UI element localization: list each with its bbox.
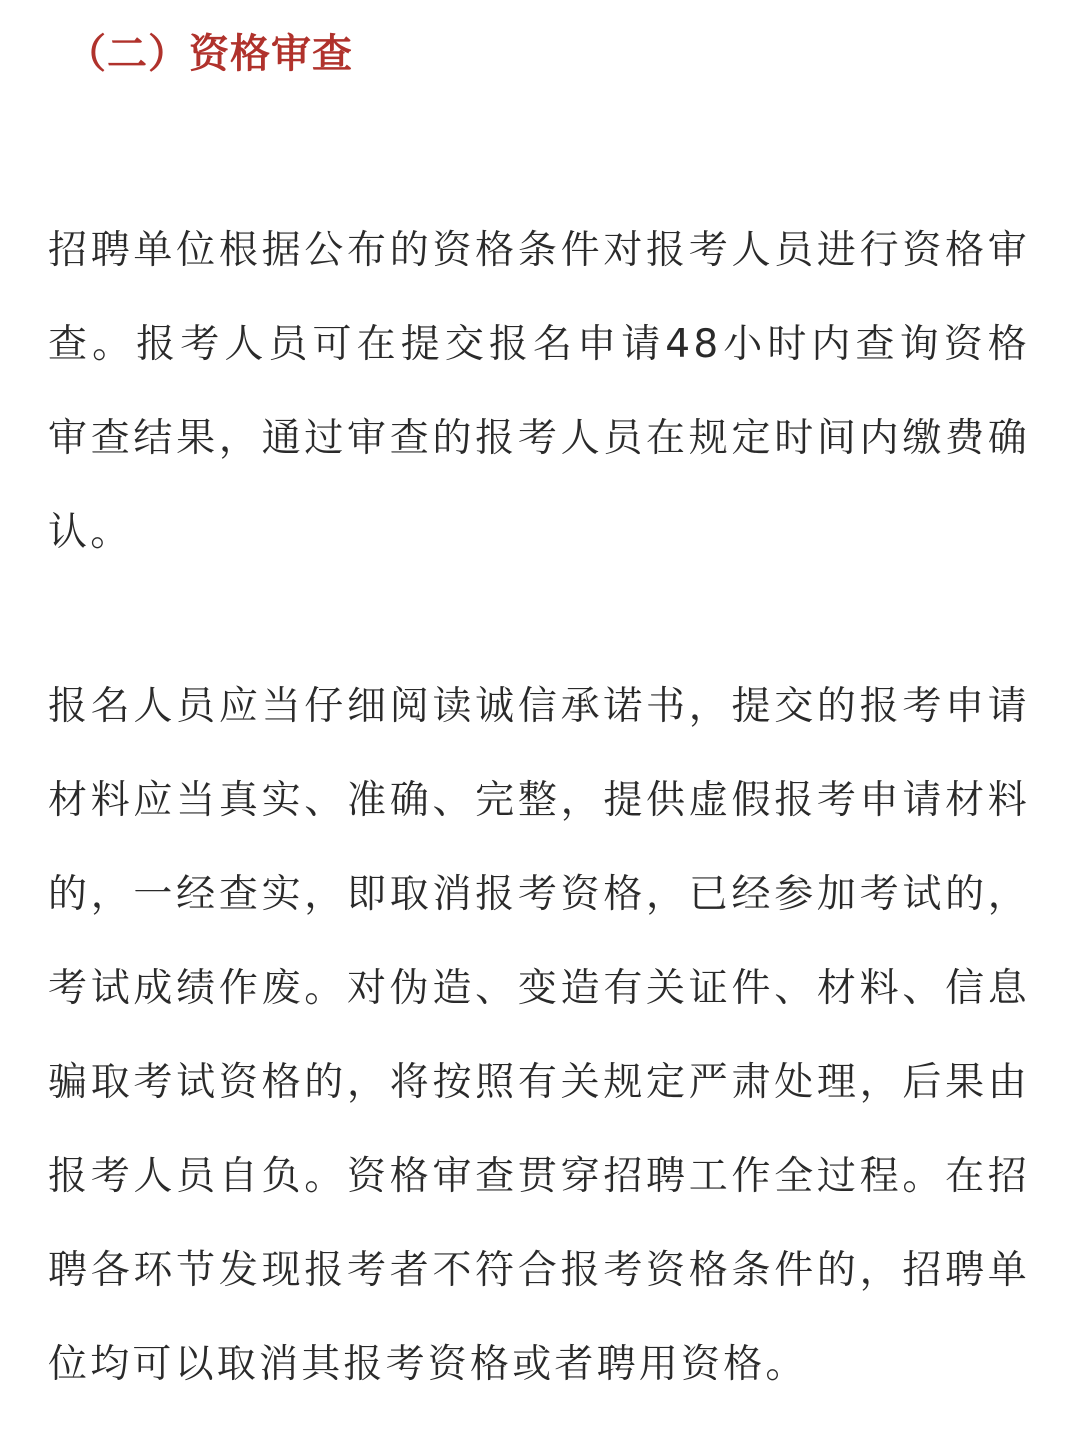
section-heading: （二）资格审查 — [66, 31, 353, 77]
paragraph-integrity-commitment: 报名人员应当仔细阅读诚信承诺书，提交的报考申请材料应当真实、准确、完整，提供虚假报考申请材料的，一经查实，即取消报考资格，已经参加考试的，考试成绩作废。对伪造、变造有关证件、材料、信息骗取考试资格的，将按照有关规定严肃处理，后果由报考人员自负。资格审查贯穿招聘工作全过程。在招聘各环节发现报考者不符合报考资格条件的，招聘单位均可以取消其报考资格或者聘用资格。 — [48, 684, 1030, 1387]
paragraph-qualification-review: 招聘单位根据公布的资格条件对报考人员进行资格审查。报考人员可在提交报名申请48小时内查询资格审查结果，通过审查的报考人员在规定时间内缴费确认。 — [48, 228, 1030, 555]
